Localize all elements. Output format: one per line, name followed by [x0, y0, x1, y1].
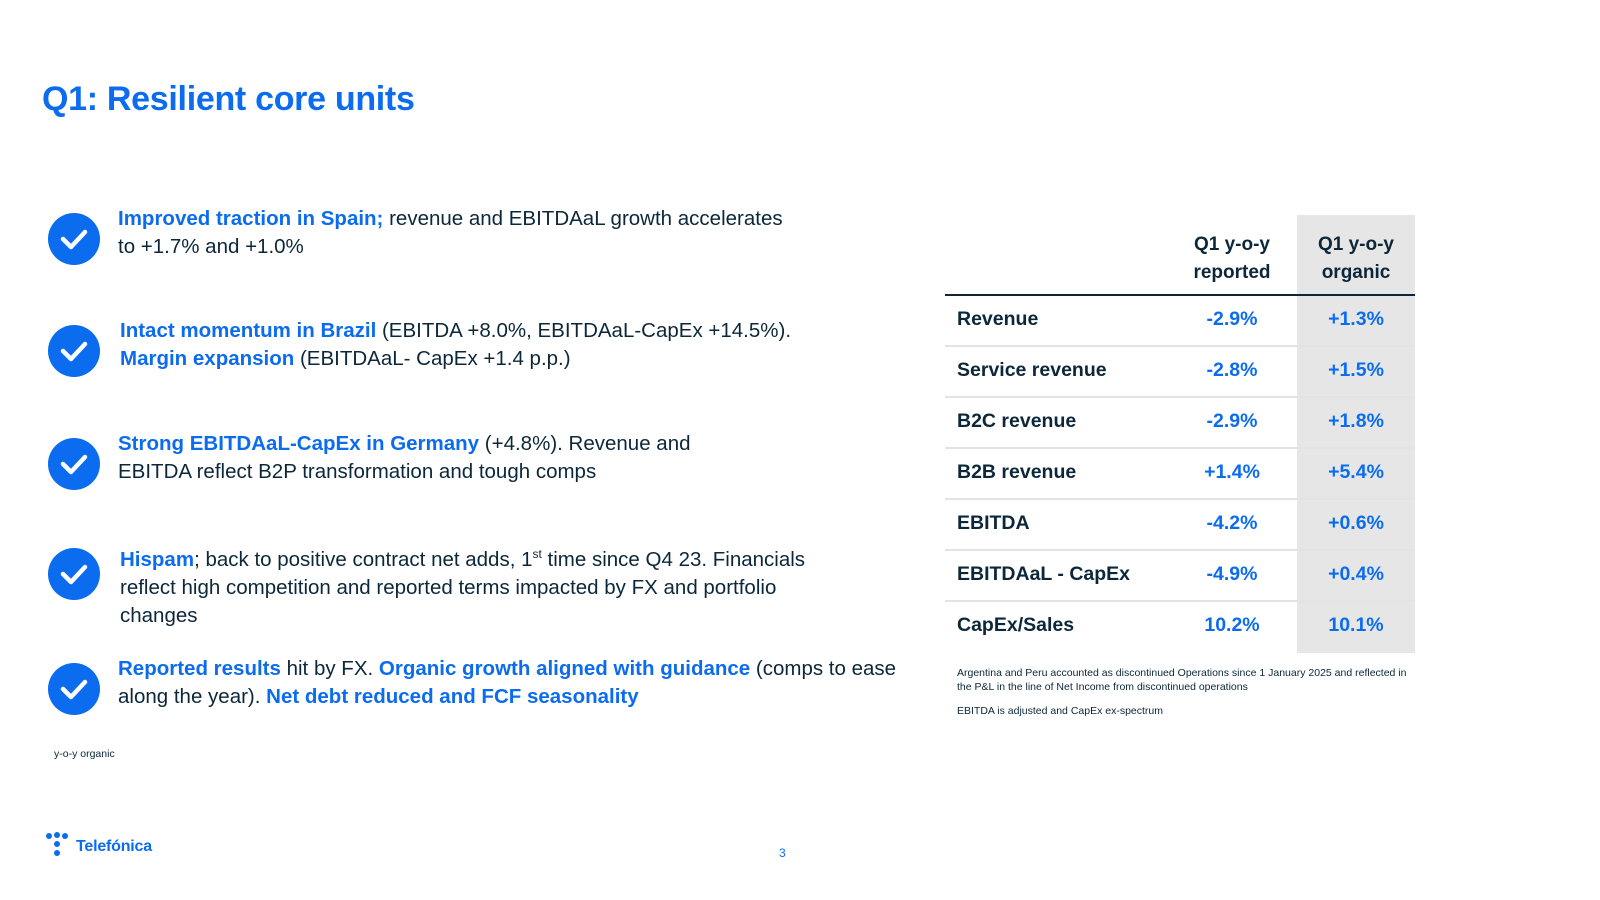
check-circle-icon — [48, 548, 100, 600]
highlight-results — [48, 655, 898, 715]
organic-value: +0.4% — [1328, 563, 1384, 585]
reported-value: 10.2% — [1204, 614, 1260, 636]
highlight-text — [118, 430, 758, 486]
note-discontinued: Argentina and Peru accounted as discontinued Operations since 1 January 2025 and reflected in the P&L in the line of Net Income from discontinued operations — [957, 667, 1407, 693]
row-label: EBITDA — [957, 512, 1030, 534]
highlight-emphasis: Hispam — [120, 547, 195, 571]
highlight-body: ; back to positive contract net adds, 1 — [194, 547, 533, 571]
highlight-emphasis: Organic growth aligned with guidance — [378, 657, 751, 680]
column-header-organic: Q1 y-o-y organic — [1317, 234, 1395, 283]
highlight-emphasis: Strong EBITDAaL-CapEx in Germany — [118, 432, 480, 455]
highlight-hispam — [48, 540, 830, 630]
highlight-body: (EBITDAaL- CapEx +1.4 p.p.) — [294, 347, 571, 370]
highlight-text — [118, 655, 898, 711]
highlight-body: (+4.8%). Revenue and EBITDA reflect B2P transformation and tough comps — [118, 432, 691, 483]
row-label: EBITDAaL - CapEx — [957, 563, 1131, 585]
highlight-body: (comps to ease along the year). — [118, 657, 897, 708]
page-number: 3 — [779, 846, 786, 860]
row-label: CapEx/Sales — [957, 614, 1075, 636]
highlight-spain — [48, 205, 798, 265]
row-label: B2B revenue — [957, 461, 1077, 483]
reported-value: -2.8% — [1206, 359, 1258, 381]
table-row — [945, 551, 1415, 602]
check-circle-icon — [48, 325, 100, 377]
row-label: B2C revenue — [957, 410, 1077, 432]
table-row — [945, 449, 1415, 500]
reported-value: +1.4% — [1204, 461, 1260, 483]
highlight-brazil — [48, 317, 820, 377]
note-ebitda: EBITDA is adjusted and CapEx ex-spectrum — [957, 705, 1164, 717]
logo-text: Telefónica — [76, 838, 152, 855]
highlight-body: time since Q4 23. Financials reflect high competition and reported terms impacted by FX and portfolio changes — [120, 547, 806, 627]
page-title: Q1: Resilient core units — [42, 80, 415, 118]
highlight-body: (EBITDA +8.0%, EBITDAaL-CapEx +14.5%). — [376, 319, 792, 342]
table-row — [945, 296, 1415, 347]
organic-value: +1.5% — [1328, 359, 1384, 381]
highlight-germany — [48, 430, 758, 490]
organic-value: +5.4% — [1328, 461, 1384, 483]
row-label: Service revenue — [957, 359, 1107, 381]
highlight-emphasis: Reported results — [118, 657, 281, 680]
table-row — [945, 602, 1415, 653]
highlight-text — [118, 205, 798, 261]
kpi-table — [945, 215, 1415, 653]
company-logo — [46, 832, 152, 860]
reported-value: -4.2% — [1206, 512, 1258, 534]
row-label: Revenue — [957, 308, 1039, 330]
reported-value: -4.9% — [1206, 563, 1258, 585]
check-circle-icon — [48, 438, 100, 490]
highlight-text — [120, 540, 830, 630]
check-circle-icon — [48, 663, 100, 715]
organic-value: +1.8% — [1328, 410, 1384, 432]
footnote-organic: y-o-y organic — [54, 748, 115, 760]
telefonica-dots-icon — [46, 832, 72, 860]
reported-value: -2.9% — [1206, 410, 1258, 432]
table-header — [945, 215, 1415, 296]
organic-value: 10.1% — [1328, 614, 1384, 636]
table-row — [945, 347, 1415, 398]
highlight-emphasis: Margin expansion — [120, 347, 295, 370]
column-header-reported: Q1 y-o-y reported — [1193, 234, 1271, 283]
highlight-emphasis: Improved traction in Spain; — [118, 207, 384, 230]
table-row — [945, 398, 1415, 449]
highlight-superscript: st — [532, 547, 542, 561]
table-row — [945, 500, 1415, 551]
highlight-emphasis: Net debt reduced and FCF seasonality — [266, 685, 639, 708]
table-notes — [957, 666, 1412, 718]
highlight-body: hit by FX. — [280, 657, 379, 680]
highlight-body: revenue and EBITDAaL growth accelerates to +1.7% and +1.0% — [118, 207, 783, 258]
organic-value: +0.6% — [1328, 512, 1384, 534]
check-circle-icon — [48, 213, 100, 265]
organic-value: +1.3% — [1328, 308, 1384, 330]
reported-value: -2.9% — [1206, 308, 1258, 330]
highlight-text — [120, 317, 820, 373]
highlight-emphasis: Intact momentum in Brazil — [120, 319, 377, 342]
